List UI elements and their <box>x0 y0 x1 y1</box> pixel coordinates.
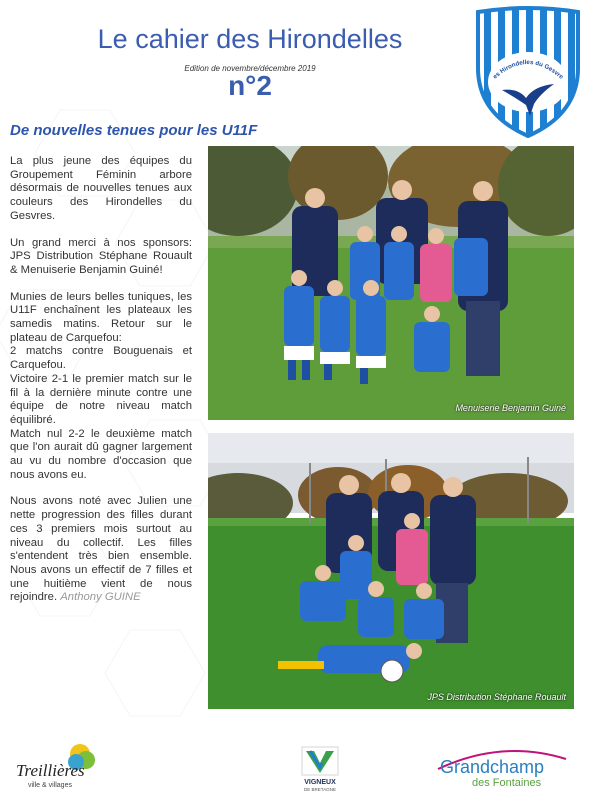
svg-text:Treillières: Treillières <box>16 761 85 780</box>
page-title: Le cahier des Hirondelles <box>97 24 403 54</box>
treillieres-logo <box>14 740 104 792</box>
article-author: Anthony GUINE <box>60 591 141 604</box>
svg-text:Les Hirondelles du Gesvres: es Hirondelles du Gesvre <box>491 58 565 81</box>
team-photo-1-image <box>208 146 574 420</box>
svg-text:des Fontaines: des Fontaines <box>472 777 542 789</box>
issue-number: n°2 <box>228 70 272 101</box>
photo-caption: JPS Distribution Stéphane Rouault <box>427 692 566 702</box>
article-paragraph: Victoire 2-1 le premier match sur le fil à la dernière minute contre une équipe de notre niveau match équilibré. <box>10 372 192 426</box>
edition-label: Edition de novembre/décembre 2019 <box>184 64 316 73</box>
svg-text:ville & villages: ville & villages <box>28 782 72 789</box>
section-title: De nouvelles tenues pour les U11F <box>10 122 258 139</box>
article-paragraph: Match nul 2-2 le deuxième match que l'on aurait dû gagner largement au vu du nombre d'occasion que nous avons eu. <box>10 427 192 481</box>
article-paragraph: Munies de leurs belles tuniques, les U11F enchaînent les plateaux les samedis matins. Retour sur le plateau de Carquefou: <box>10 290 192 344</box>
article-paragraph: Nous avons noté avec Julien une nette progression des filles durant ces 3 premiers mois surtout au niveau du collectif. Les filles s'entendent très bien ensemble. Nous avons un effectif de 7 filles et une huitième vient de nous rejoindre. Anthony GUINE <box>10 495 192 604</box>
vigneux-logo <box>296 745 344 793</box>
article-paragraph: Un grand merci à nos sponsors: JPS Distribution Stéphane Rouault & Menuiserie Benjamin Guiné! <box>10 236 192 276</box>
team-photo-2-image <box>208 433 574 709</box>
svg-text:Grandchamp: Grandchamp <box>440 757 545 777</box>
svg-text:VIGNEUX: VIGNEUX <box>304 779 336 786</box>
team-photo-1 <box>208 146 574 420</box>
article-body <box>10 155 192 618</box>
article-paragraph: 2 matchs contre Bouguenais et Carquefou. <box>10 345 192 372</box>
team-photo-2 <box>208 433 574 709</box>
article-paragraph: La plus jeune des équipes du Groupement Féminin arbore désormais de nouvelles tenues aux couleurs des Hirondelles du Gesvres. <box>10 155 192 222</box>
grandchamp-logo <box>432 745 572 790</box>
svg-text:DE BRETAGNE: DE BRETAGNE <box>304 787 336 792</box>
photo-caption: Menuiserie Benjamin Guiné <box>455 403 566 413</box>
club-crest-logo <box>472 6 584 140</box>
